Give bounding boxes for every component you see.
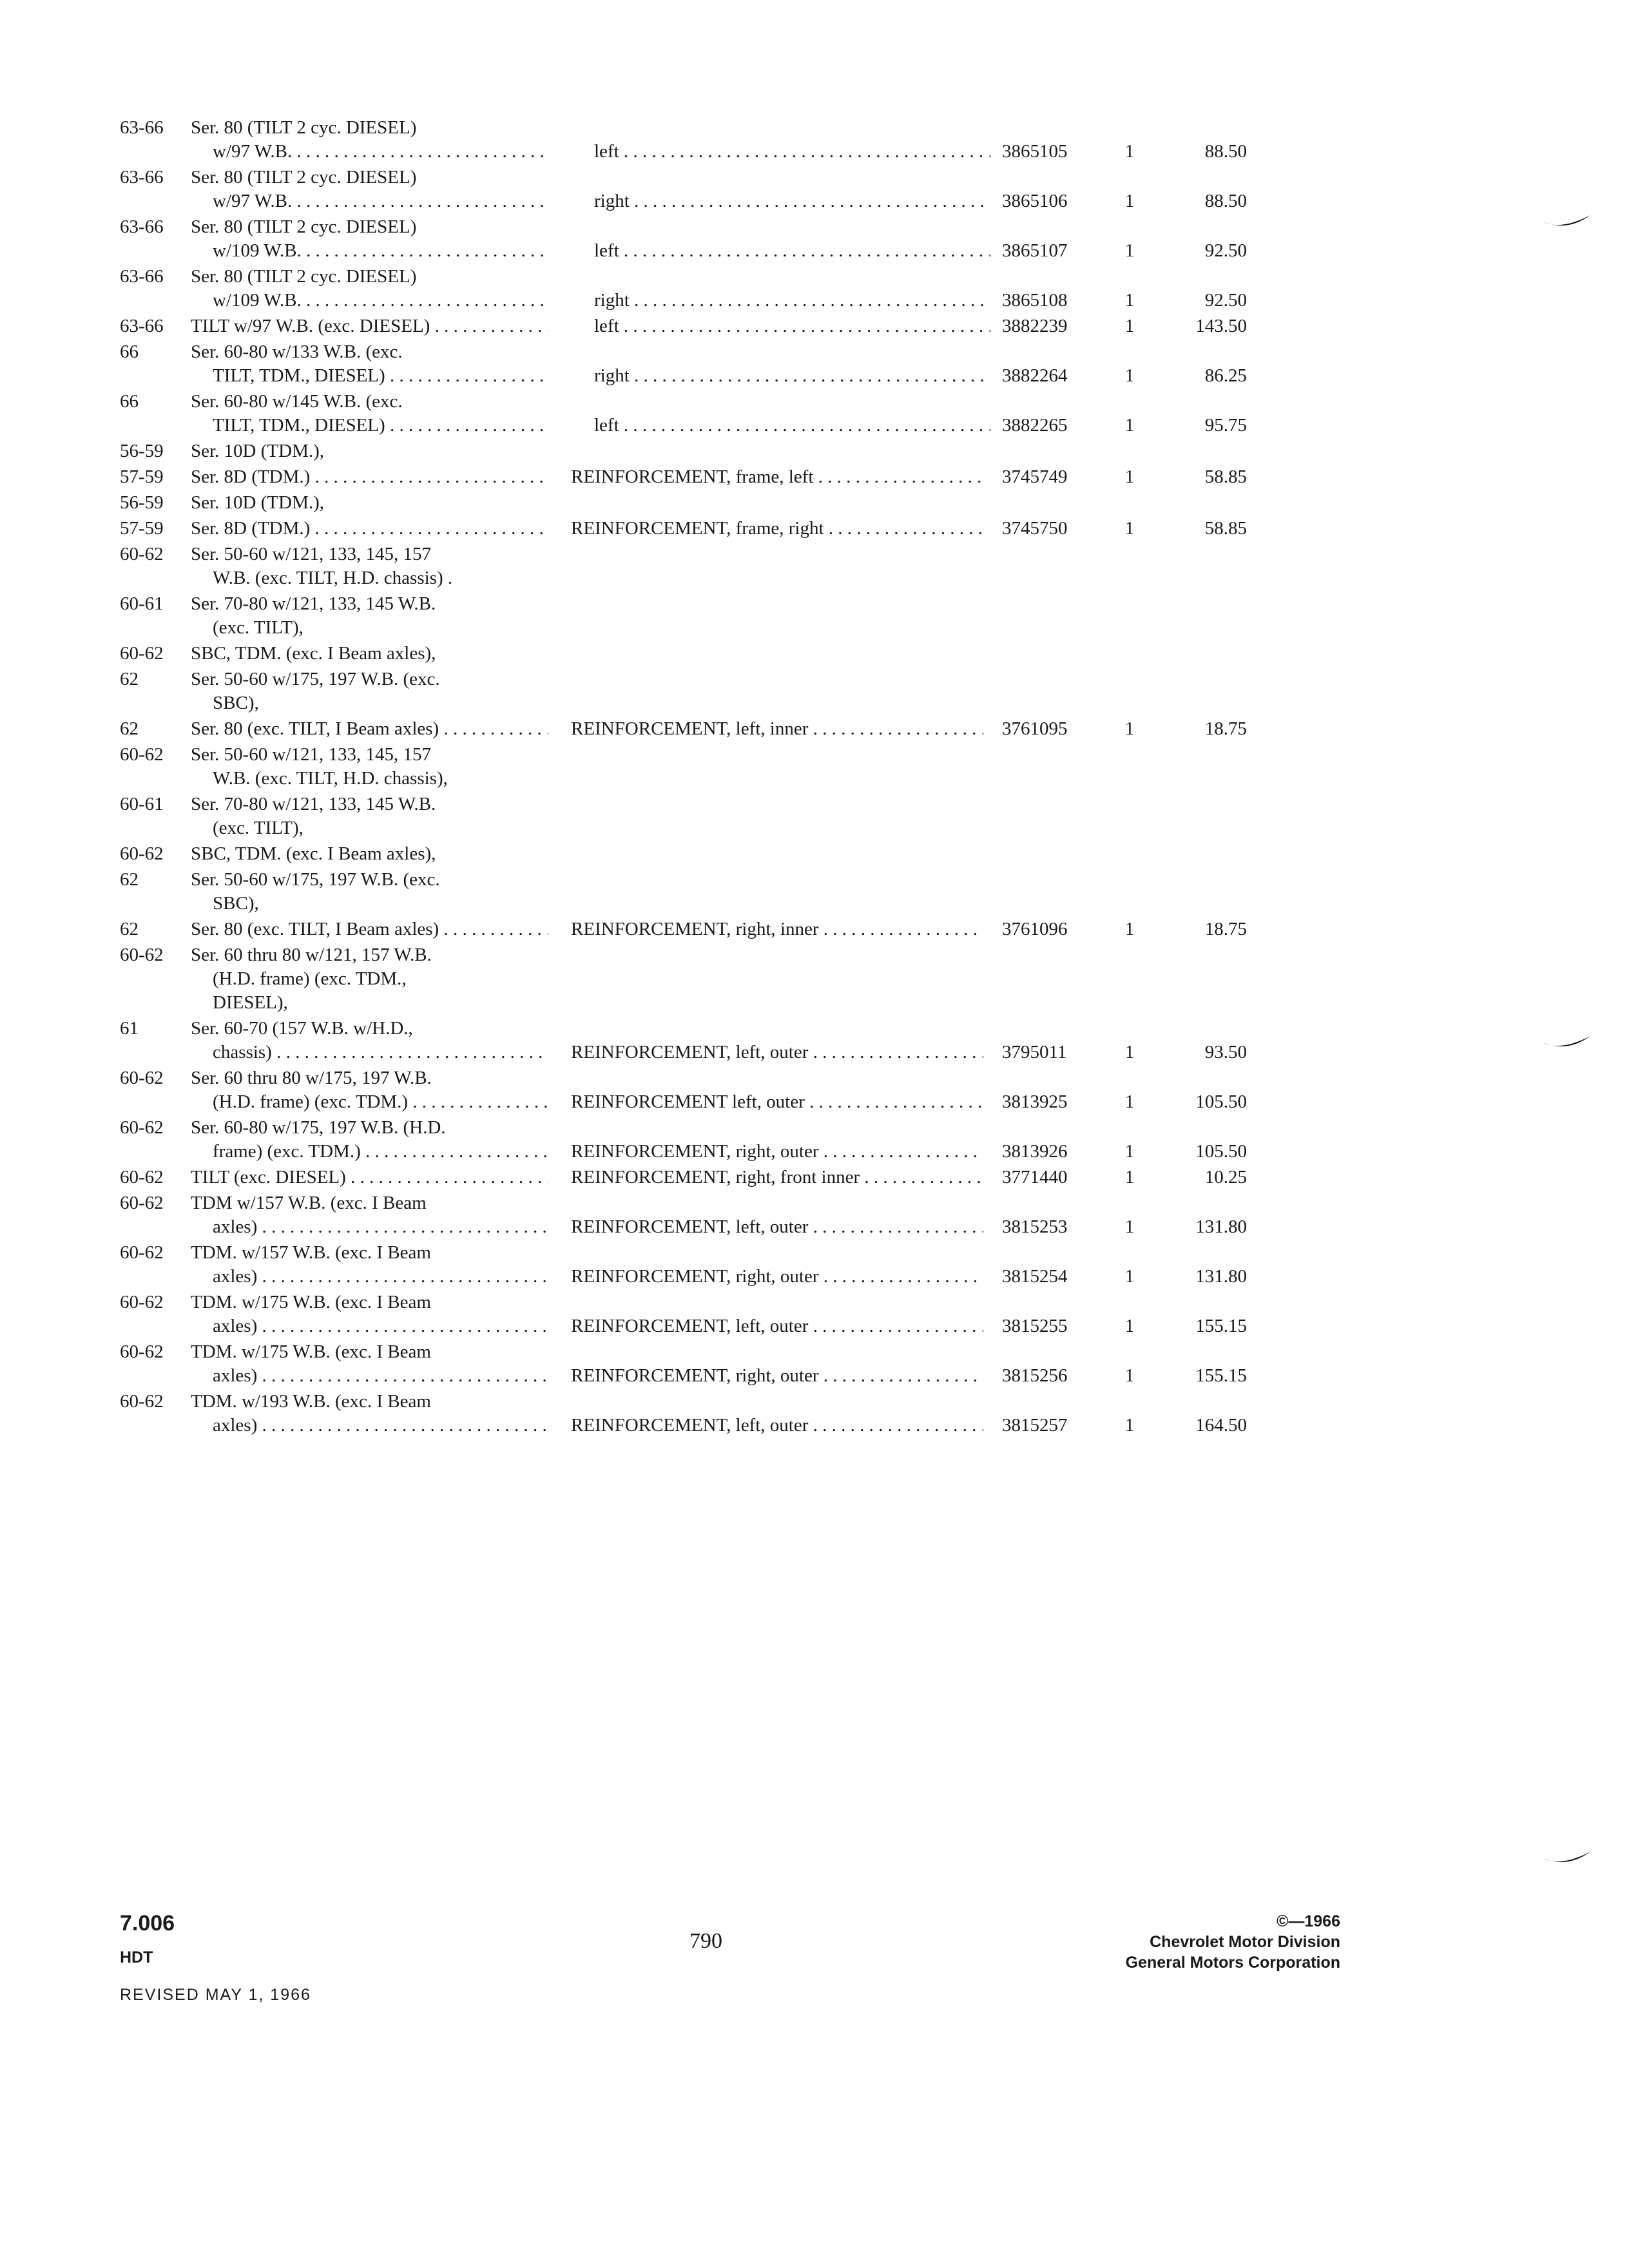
year-range: 60-62 bbox=[120, 1167, 164, 1187]
applies-to: SBC, TDM. (exc. I Beam axles), bbox=[191, 843, 436, 864]
part-number: 3865105 bbox=[1002, 141, 1068, 162]
part-description: right . . . bbox=[594, 188, 990, 214]
applies-to-continued: W.B. (exc. TILT, H.D. chassis) . bbox=[213, 568, 453, 588]
quantity: 1 bbox=[1124, 466, 1135, 487]
part-description: REINFORCEMENT, right, inner . . . bbox=[571, 916, 983, 942]
table-row bbox=[0, 1065, 1629, 1113]
list-price: 164.50 bbox=[1195, 1415, 1247, 1436]
table-row bbox=[0, 1190, 1629, 1238]
part-description: right . . . bbox=[594, 363, 990, 389]
quantity: 1 bbox=[1124, 1316, 1135, 1336]
table-row bbox=[0, 1289, 1629, 1337]
part-description: left . . . bbox=[594, 238, 990, 264]
applies-to: Ser. 80 (TILT 2 cyc. DIESEL) bbox=[191, 266, 417, 287]
year-range: 66 bbox=[120, 341, 139, 362]
table-row bbox=[0, 515, 1629, 539]
table-row bbox=[0, 716, 1629, 740]
table-row bbox=[0, 591, 1629, 639]
applies-to: Ser. 10D (TDM.), bbox=[191, 441, 325, 461]
applies-to: SBC, TDM. (exc. I Beam axles), bbox=[191, 643, 436, 664]
applies-to: Ser. 8D (TDM.) . . . bbox=[191, 464, 548, 490]
section-code: HDT bbox=[120, 1948, 153, 1966]
list-price: 93.50 bbox=[1204, 1042, 1247, 1062]
table-row bbox=[0, 313, 1629, 337]
year-range: 60-62 bbox=[120, 945, 164, 965]
part-number: 3815257 bbox=[1002, 1415, 1068, 1436]
applies-to-continued: w/109 W.B. . . . bbox=[213, 287, 548, 313]
part-description: REINFORCEMENT, right, outer . . . bbox=[571, 1363, 983, 1389]
list-price: 10.25 bbox=[1204, 1167, 1247, 1187]
applies-to-continued: axles) . . . bbox=[213, 1412, 548, 1438]
part-description: left . . . bbox=[594, 412, 990, 438]
applies-to-continued: W.B. (exc. TILT, H.D. chassis), bbox=[213, 768, 448, 789]
quantity: 1 bbox=[1124, 518, 1135, 539]
table-row bbox=[0, 389, 1629, 436]
part-number: 3865107 bbox=[1002, 240, 1068, 261]
part-number: 3882265 bbox=[1002, 415, 1068, 436]
quantity: 1 bbox=[1124, 1167, 1135, 1187]
applies-to-continued: axles) . . . bbox=[213, 1264, 548, 1289]
year-range: 60-61 bbox=[120, 593, 164, 614]
quantity: 1 bbox=[1124, 141, 1135, 162]
applies-to: Ser. 8D (TDM.) . . . bbox=[191, 515, 548, 541]
applies-to-continued: axles) . . . bbox=[213, 1313, 548, 1339]
year-range: 63-66 bbox=[120, 216, 164, 237]
footer-right bbox=[1126, 1911, 1340, 1973]
quantity: 1 bbox=[1124, 415, 1135, 436]
part-description: right . . . bbox=[594, 287, 990, 313]
list-price: 58.85 bbox=[1204, 518, 1247, 539]
applies-to-continued: (H.D. frame) (exc. TDM.) . . . bbox=[213, 1089, 548, 1115]
footer-left bbox=[120, 1908, 311, 2008]
year-range: 63-66 bbox=[120, 316, 164, 336]
applies-to-continued: TILT, TDM., DIESEL) . . . bbox=[213, 412, 548, 438]
part-number: 3882239 bbox=[1002, 316, 1068, 336]
part-number: 3813926 bbox=[1002, 1141, 1068, 1162]
applies-to-continued: SBC), bbox=[213, 693, 259, 713]
quantity: 1 bbox=[1124, 316, 1135, 336]
year-range: 57-59 bbox=[120, 518, 164, 539]
applies-to: Ser. 60-80 w/175, 197 W.B. (H.D. bbox=[191, 1117, 446, 1138]
division-name: Chevrolet Motor Division bbox=[1150, 1933, 1340, 1951]
list-price: 92.50 bbox=[1204, 240, 1247, 261]
list-price: 155.15 bbox=[1195, 1316, 1247, 1336]
year-range: 63-66 bbox=[120, 117, 164, 138]
applies-to: Ser. 70-80 w/121, 133, 145 W.B. bbox=[191, 593, 436, 614]
list-price: 88.50 bbox=[1204, 191, 1247, 211]
list-price: 18.75 bbox=[1204, 718, 1247, 739]
applies-to-continued: (exc. TILT), bbox=[213, 818, 304, 838]
applies-to-continued: frame) (exc. TDM.) . . . bbox=[213, 1139, 548, 1164]
year-range: 60-62 bbox=[120, 1193, 164, 1213]
year-range: 60-62 bbox=[120, 544, 164, 564]
applies-to: TDM. w/157 W.B. (exc. I Beam bbox=[191, 1242, 431, 1263]
list-price: 86.25 bbox=[1204, 365, 1247, 386]
part-number: 3882264 bbox=[1002, 365, 1068, 386]
part-number: 3815254 bbox=[1002, 1266, 1068, 1287]
table-row bbox=[0, 1339, 1629, 1387]
table-row bbox=[0, 115, 1629, 162]
quantity: 1 bbox=[1124, 191, 1135, 211]
quantity: 1 bbox=[1124, 1042, 1135, 1062]
table-row bbox=[0, 867, 1629, 914]
applies-to: Ser. 80 (exc. TILT, I Beam axles) . . . . bbox=[191, 916, 548, 942]
list-price: 105.50 bbox=[1195, 1141, 1247, 1162]
part-description: REINFORCEMENT, left, outer . . . bbox=[571, 1039, 983, 1065]
part-description: REINFORCEMENT left, outer . . . bbox=[571, 1089, 983, 1115]
part-description: left . . . bbox=[594, 313, 990, 339]
quantity: 1 bbox=[1124, 1216, 1135, 1237]
part-number: 3815256 bbox=[1002, 1365, 1068, 1386]
part-description: REINFORCEMENT, left, inner . . . bbox=[571, 716, 983, 742]
year-range: 61 bbox=[120, 1018, 139, 1039]
table-row bbox=[0, 791, 1629, 839]
quantity: 1 bbox=[1124, 1141, 1135, 1162]
list-price: 88.50 bbox=[1204, 141, 1247, 162]
quantity: 1 bbox=[1124, 290, 1135, 311]
part-number: 3815255 bbox=[1002, 1316, 1068, 1336]
applies-to: TDM. w/175 W.B. (exc. I Beam bbox=[191, 1341, 431, 1362]
applies-to: Ser. 80 (TILT 2 cyc. DIESEL) bbox=[191, 117, 417, 138]
year-range: 60-62 bbox=[120, 1242, 164, 1263]
year-range: 60-62 bbox=[120, 1341, 164, 1362]
list-price: 155.15 bbox=[1195, 1365, 1247, 1386]
list-price: 131.80 bbox=[1195, 1216, 1247, 1237]
applies-to: TILT w/97 W.B. (exc. DIESEL) . . . bbox=[191, 313, 548, 339]
applies-to-continued: TILT, TDM., DIESEL) . . . bbox=[213, 363, 548, 389]
part-description: REINFORCEMENT, left, outer . . . bbox=[571, 1313, 983, 1339]
table-row bbox=[0, 164, 1629, 212]
part-number: 3865106 bbox=[1002, 191, 1068, 211]
table-row bbox=[0, 1015, 1629, 1063]
part-number: 3771440 bbox=[1002, 1167, 1068, 1187]
applies-to: Ser. 60 thru 80 w/121, 157 W.B. bbox=[191, 945, 432, 965]
binder-mark-icon bbox=[1541, 1033, 1592, 1052]
table-row bbox=[0, 464, 1629, 488]
year-range: 66 bbox=[120, 391, 139, 412]
table-row bbox=[0, 1240, 1629, 1287]
page-number: 790 bbox=[689, 1929, 722, 1953]
applies-to-continued: w/97 W.B. . . . bbox=[213, 139, 548, 164]
applies-to: Ser. 80 (TILT 2 cyc. DIESEL) bbox=[191, 167, 417, 187]
year-range: 63-66 bbox=[120, 167, 164, 187]
applies-to: Ser. 60-70 (157 W.B. w/H.D., bbox=[191, 1018, 413, 1039]
quantity: 1 bbox=[1124, 240, 1135, 261]
applies-to: TDM. w/193 W.B. (exc. I Beam bbox=[191, 1391, 431, 1412]
part-number: 3815253 bbox=[1002, 1216, 1068, 1237]
year-range: 56-59 bbox=[120, 492, 164, 513]
quantity: 1 bbox=[1124, 365, 1135, 386]
binder-mark-icon bbox=[1541, 1849, 1592, 1867]
part-description: REINFORCEMENT, left, outer . . . bbox=[571, 1412, 983, 1438]
applies-to-continued: DIESEL), bbox=[213, 992, 288, 1013]
applies-to: Ser. 70-80 w/121, 133, 145 W.B. bbox=[191, 794, 436, 814]
table-row bbox=[0, 541, 1629, 589]
part-number: 3761095 bbox=[1002, 718, 1068, 739]
quantity: 1 bbox=[1124, 1091, 1135, 1112]
part-description: REINFORCEMENT, right, outer . . . bbox=[571, 1264, 983, 1289]
applies-to: Ser. 50-60 w/175, 197 W.B. (exc. bbox=[191, 869, 440, 890]
applies-to: Ser. 50-60 w/175, 197 W.B. (exc. bbox=[191, 669, 440, 689]
year-range: 60-61 bbox=[120, 794, 164, 814]
year-range: 62 bbox=[120, 718, 139, 739]
table-row bbox=[0, 214, 1629, 262]
year-range: 63-66 bbox=[120, 266, 164, 287]
section-number: 7.006 bbox=[120, 1911, 175, 1936]
applies-to-continued: w/109 W.B. . . . bbox=[213, 238, 548, 264]
part-description: REINFORCEMENT, frame, right . . . bbox=[571, 515, 983, 541]
applies-to-continued: SBC), bbox=[213, 893, 259, 914]
applies-to-continued: w/97 W.B. . . . bbox=[213, 188, 548, 214]
table-row bbox=[0, 490, 1629, 514]
year-range: 60-62 bbox=[120, 1117, 164, 1138]
applies-to: Ser. 80 (TILT 2 cyc. DIESEL) bbox=[191, 216, 417, 237]
part-description: left . . . bbox=[594, 139, 990, 164]
quantity: 1 bbox=[1124, 1266, 1135, 1287]
table-row bbox=[0, 640, 1629, 664]
applies-to: Ser. 10D (TDM.), bbox=[191, 492, 325, 513]
applies-to: TILT (exc. DIESEL) . . . bbox=[191, 1164, 548, 1190]
applies-to: Ser. 50-60 w/121, 133, 145, 157 bbox=[191, 544, 431, 564]
part-number: 3813925 bbox=[1002, 1091, 1068, 1112]
applies-to: Ser. 60 thru 80 w/175, 197 W.B. bbox=[191, 1068, 432, 1088]
applies-to: Ser. 50-60 w/121, 133, 145, 157 bbox=[191, 744, 431, 765]
list-price: 92.50 bbox=[1204, 290, 1247, 311]
binder-mark-icon bbox=[1541, 213, 1592, 231]
table-row bbox=[0, 1164, 1629, 1188]
year-range: 60-62 bbox=[120, 1391, 164, 1412]
applies-to: Ser. 80 (exc. TILT, I Beam axles) . . . . bbox=[191, 716, 548, 742]
list-price: 143.50 bbox=[1195, 316, 1247, 336]
copyright-notice: ©—1966 bbox=[1276, 1912, 1340, 1930]
part-number: 3745749 bbox=[1002, 466, 1068, 487]
year-range: 60-62 bbox=[120, 843, 164, 864]
list-price: 131.80 bbox=[1195, 1266, 1247, 1287]
year-range: 57-59 bbox=[120, 466, 164, 487]
part-number: 3795011 bbox=[1002, 1042, 1067, 1062]
table-row bbox=[0, 666, 1629, 714]
year-range: 60-62 bbox=[120, 643, 164, 664]
table-row bbox=[0, 339, 1629, 387]
table-row bbox=[0, 438, 1629, 462]
corporation-name: General Motors Corporation bbox=[1125, 1954, 1340, 1972]
applies-to: TDM w/157 W.B. (exc. I Beam bbox=[191, 1193, 427, 1213]
applies-to-continued: axles) . . . bbox=[213, 1363, 548, 1389]
quantity: 1 bbox=[1124, 1365, 1135, 1386]
table-row bbox=[0, 942, 1629, 1014]
table-row bbox=[0, 1389, 1629, 1436]
year-range: 60-62 bbox=[120, 1068, 164, 1088]
revised-date: REVISED MAY 1, 1966 bbox=[120, 1986, 311, 2004]
year-range: 62 bbox=[120, 919, 139, 939]
part-number: 3745750 bbox=[1002, 518, 1068, 539]
applies-to: TDM. w/175 W.B. (exc. I Beam bbox=[191, 1292, 431, 1312]
applies-to-continued: chassis) . . . bbox=[213, 1039, 548, 1065]
year-range: 60-62 bbox=[120, 1292, 164, 1312]
table-row bbox=[0, 841, 1629, 865]
applies-to-continued: (H.D. frame) (exc. TDM., bbox=[213, 968, 407, 989]
quantity: 1 bbox=[1124, 919, 1135, 939]
year-range: 60-62 bbox=[120, 744, 164, 765]
table-row bbox=[0, 1115, 1629, 1162]
list-price: 58.85 bbox=[1204, 466, 1247, 487]
year-range: 62 bbox=[120, 869, 139, 890]
part-description: REINFORCEMENT, left, outer . . . bbox=[571, 1214, 983, 1240]
quantity: 1 bbox=[1124, 1415, 1135, 1436]
table-row bbox=[0, 916, 1629, 940]
quantity: 1 bbox=[1124, 718, 1135, 739]
year-range: 56-59 bbox=[120, 441, 164, 461]
applies-to-continued: axles) . . . bbox=[213, 1214, 548, 1240]
part-number: 3865108 bbox=[1002, 290, 1068, 311]
applies-to: Ser. 60-80 w/133 W.B. (exc. bbox=[191, 341, 403, 362]
part-description: REINFORCEMENT, frame, left . . . bbox=[571, 464, 983, 490]
part-description: REINFORCEMENT, right, front inner . . . bbox=[571, 1164, 983, 1190]
part-number: 3761096 bbox=[1002, 919, 1068, 939]
table-row bbox=[0, 742, 1629, 789]
table-row bbox=[0, 264, 1629, 311]
list-price: 105.50 bbox=[1195, 1091, 1247, 1112]
part-description: REINFORCEMENT, right, outer . . . bbox=[571, 1139, 983, 1164]
list-price: 95.75 bbox=[1204, 415, 1247, 436]
year-range: 62 bbox=[120, 669, 139, 689]
applies-to-continued: (exc. TILT), bbox=[213, 617, 304, 638]
applies-to: Ser. 60-80 w/145 W.B. (exc. bbox=[191, 391, 403, 412]
list-price: 18.75 bbox=[1204, 919, 1247, 939]
